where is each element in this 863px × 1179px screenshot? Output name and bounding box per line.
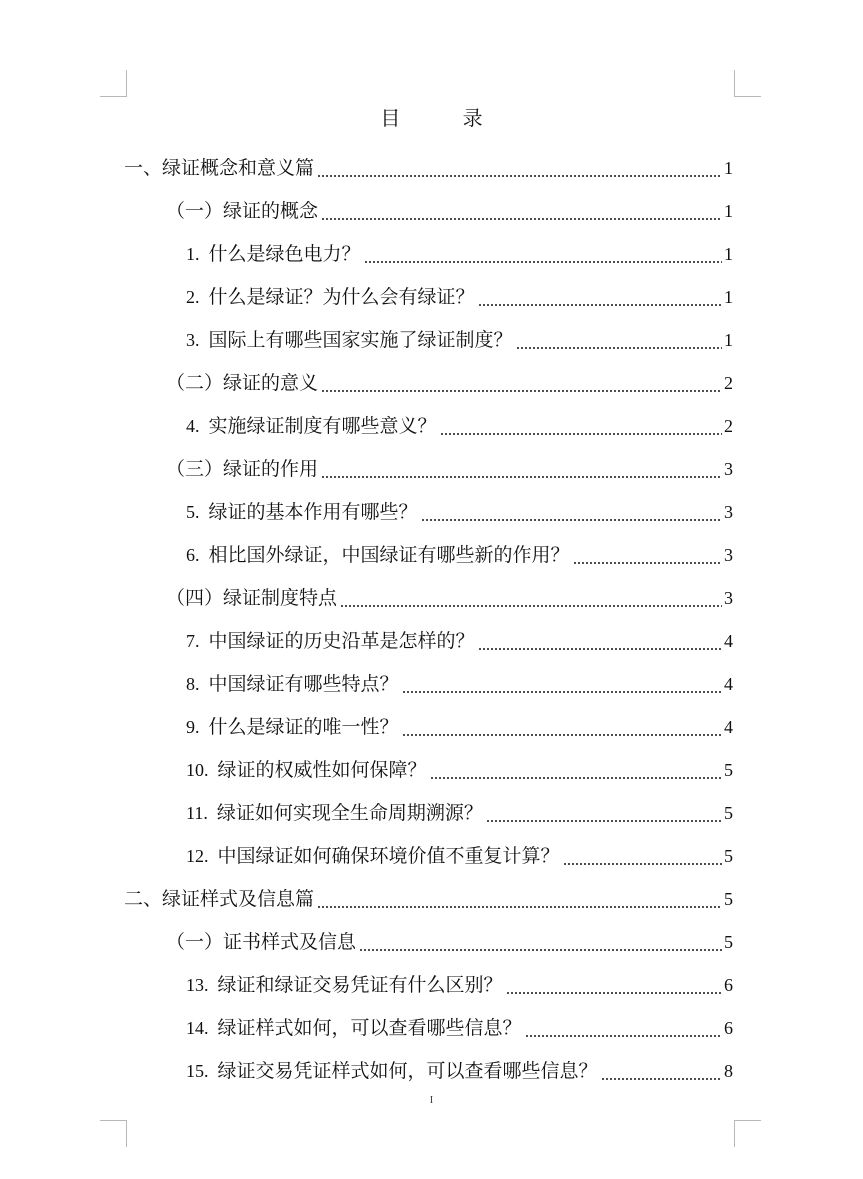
toc-entry[interactable] <box>166 921 733 964</box>
toc-entry-number: 1. <box>186 244 200 264</box>
toc-entry-page: 5 <box>724 846 733 866</box>
corner-mark-bottom-right <box>734 1120 761 1147</box>
toc-entry-title: 什么是绿色电力？ <box>208 243 361 265</box>
toc-entry-page: 5 <box>724 760 733 780</box>
toc-entry-title: （一）证书样式及信息 <box>166 931 357 953</box>
toc-leader-dots <box>478 289 722 309</box>
toc-entry[interactable] <box>186 233 733 276</box>
toc-leader-dots <box>421 504 722 524</box>
toc-entry-title: 一、绿证概念和意义篇 <box>124 157 315 179</box>
toc-entry[interactable] <box>166 362 733 405</box>
toc-leader-dots <box>601 1063 722 1083</box>
toc-entry-page: 2 <box>724 373 733 393</box>
corner-mark-bottom-left <box>100 1120 127 1147</box>
toc-leader-dots <box>563 848 722 868</box>
toc-entry-number: 7. <box>186 631 200 651</box>
toc-entry[interactable] <box>166 190 733 233</box>
toc-entry-page: 1 <box>724 330 733 350</box>
toc-entry-title: 国际上有哪些国家实施了绿证制度？ <box>208 329 513 351</box>
toc-entry-title: 什么是绿证？为什么会有绿证？ <box>208 286 475 308</box>
toc-entry-title: 绿证和绿证交易凭证有什么区别？ <box>217 974 503 996</box>
toc-leader-dots <box>402 719 722 739</box>
toc-entry-title: 绿证如何实现全生命周期溯源？ <box>216 802 483 824</box>
toc-leader-dots <box>525 1020 722 1040</box>
toc-entry[interactable] <box>124 878 733 921</box>
toc-leader-dots <box>317 891 722 911</box>
corner-mark-top-right <box>734 70 761 97</box>
toc-leader-dots <box>573 547 722 567</box>
toc-leader-dots <box>359 934 722 954</box>
toc-leader-dots <box>321 203 722 223</box>
toc-leader-dots <box>506 977 722 997</box>
toc-entry-number: 3. <box>186 330 200 350</box>
toc-entry-title: 什么是绿证的唯一性？ <box>208 716 399 738</box>
toc-entry-number: 12. <box>186 846 209 866</box>
toc-leader-dots <box>430 762 722 782</box>
toc-entry[interactable] <box>186 964 733 1007</box>
toc-entry-page: 4 <box>724 674 733 694</box>
toc-entry-page: 3 <box>724 459 733 479</box>
toc-entry-page: 4 <box>724 717 733 737</box>
toc-entry-title: （三）绿证的作用 <box>166 458 319 480</box>
toc-entry-number: 14. <box>186 1018 209 1038</box>
toc-entry-page: 3 <box>724 588 733 608</box>
toc-entry[interactable] <box>186 534 733 577</box>
toc-entry-page: 3 <box>724 545 733 565</box>
toc-entry-page: 1 <box>724 158 733 178</box>
toc-leader-dots <box>478 633 722 653</box>
toc-entry[interactable] <box>166 577 733 620</box>
toc-entry[interactable] <box>186 405 733 448</box>
toc-entry-title: 中国绿证的历史沿革是怎样的？ <box>208 630 475 652</box>
toc-leader-dots <box>486 805 722 825</box>
toc-entry-page: 2 <box>724 416 733 436</box>
toc-entry[interactable] <box>186 491 733 534</box>
toc-entry-title: 绿证的基本作用有哪些？ <box>208 501 418 523</box>
toc-entry-title: 中国绿证如何确保环境价值不重复计算？ <box>217 845 560 867</box>
toc-entry[interactable] <box>166 448 733 491</box>
toc-entry-title: （四）绿证制度特点 <box>166 587 338 609</box>
toc-leader-dots <box>516 332 722 352</box>
toc-entry-number: 15. <box>186 1061 209 1081</box>
toc-entry-title: 绿证交易凭证样式如何，可以查看哪些信息？ <box>217 1060 598 1082</box>
toc-entry-page: 1 <box>724 287 733 307</box>
toc-entry-number: 10. <box>186 760 209 780</box>
toc-entry-number: 13. <box>186 975 209 995</box>
toc-entry-number: 9. <box>186 717 200 737</box>
corner-mark-top-left <box>100 70 127 97</box>
toc-entry-number: 8. <box>186 674 200 694</box>
toc-entry-title: 相比国外绿证，中国绿证有哪些新的作用？ <box>208 544 570 566</box>
toc-entry[interactable] <box>186 620 733 663</box>
toc-entry-number: 4. <box>186 416 200 436</box>
toc-leader-dots <box>321 461 722 481</box>
toc-entry[interactable] <box>186 276 733 319</box>
toc-leader-dots <box>340 590 722 610</box>
toc-entry-page: 6 <box>724 975 733 995</box>
toc-entry-title: （二）绿证的意义 <box>166 372 319 394</box>
toc-entry[interactable] <box>186 663 733 706</box>
toc-entry[interactable] <box>186 1050 733 1093</box>
toc-leader-dots <box>364 246 722 266</box>
toc-entry-number: 11. <box>186 803 208 823</box>
toc-entry-page: 8 <box>724 1061 733 1081</box>
toc-entry-number: 5. <box>186 502 200 522</box>
toc-entry-number: 2. <box>186 287 200 307</box>
toc-entry-title: 二、绿证样式及信息篇 <box>124 888 315 910</box>
toc-title: 目 录 <box>380 106 511 130</box>
toc-entry-title: 中国绿证有哪些特点？ <box>208 673 399 695</box>
toc-entry-page: 1 <box>724 201 733 221</box>
toc-entry[interactable] <box>186 749 733 792</box>
toc-entry[interactable] <box>124 147 733 190</box>
page-number: I <box>429 1094 434 1106</box>
toc-entry-page: 1 <box>724 244 733 264</box>
toc-entry-title: 绿证样式如何，可以查看哪些信息？ <box>217 1017 522 1039</box>
toc-entry-number: 6. <box>186 545 200 565</box>
toc-entry-title: 实施绿证制度有哪些意义？ <box>208 415 437 437</box>
toc-entry[interactable] <box>186 706 733 749</box>
toc-entry-title: 绿证的权威性如何保障？ <box>217 759 427 781</box>
toc-entry[interactable] <box>186 1007 733 1050</box>
toc-leader-dots <box>402 676 722 696</box>
toc-entry-page: 4 <box>724 631 733 651</box>
toc-entry-page: 5 <box>724 889 733 909</box>
toc-entry[interactable] <box>186 792 733 835</box>
toc-leader-dots <box>317 160 722 180</box>
toc-entry-page: 6 <box>724 1018 733 1038</box>
toc-entry-page: 3 <box>724 502 733 522</box>
toc-leader-dots <box>440 418 722 438</box>
toc-entry-page: 5 <box>724 932 733 952</box>
toc-entry[interactable] <box>186 319 733 362</box>
toc-entry-title: （一）绿证的概念 <box>166 200 319 222</box>
toc-leader-dots <box>321 375 722 395</box>
toc-entry[interactable] <box>186 835 733 878</box>
toc-entry-page: 5 <box>724 803 733 823</box>
